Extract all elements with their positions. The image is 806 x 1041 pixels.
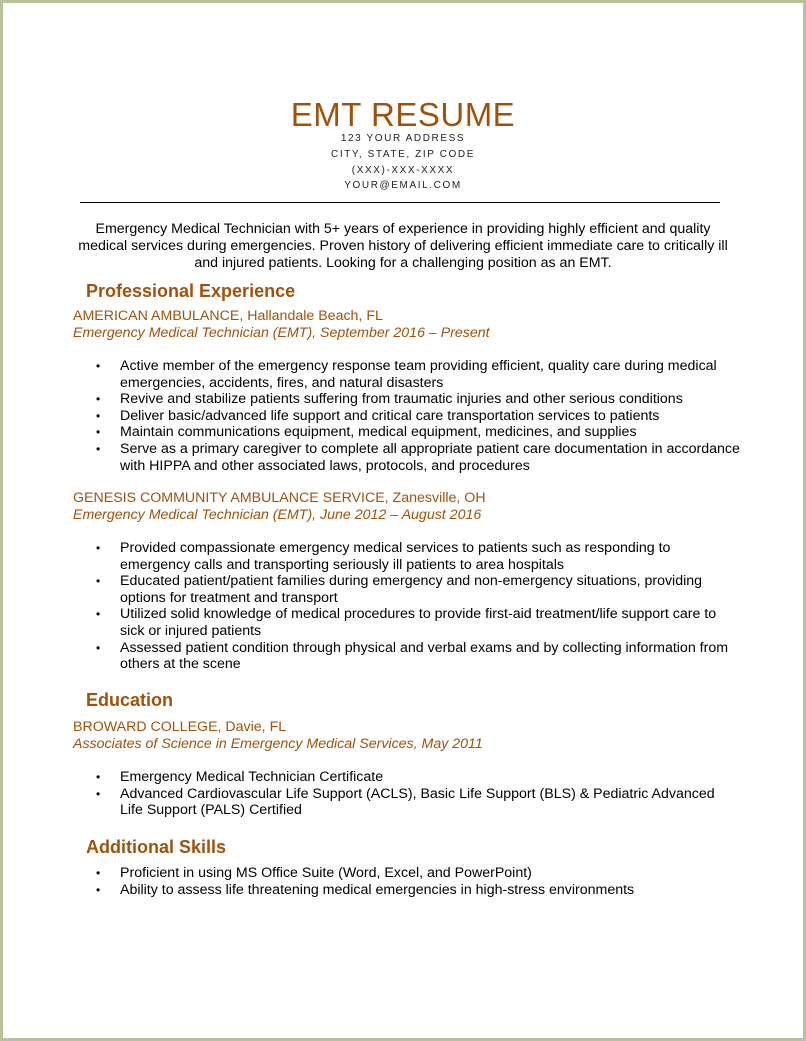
header-divider (80, 202, 720, 203)
skills-bullets (120, 865, 740, 898)
job-2-bullets (120, 540, 740, 673)
skills-heading: Additional Skills (86, 837, 227, 857)
list-item: • Provided compassionate emergency medical services to patients such as responding to emergency calls and transporting seriously ill patients to area hospitals (120, 540, 740, 573)
list-item: • Emergency Medical Technician Certificate (120, 769, 740, 786)
job-1-bullets (120, 358, 740, 474)
list-item: • Utilized solid knowledge of medical procedures to provide first-aid treatment/life support care to sick or injured patients (120, 606, 740, 639)
contact-address: 123 YOUR ADDRESS (340, 133, 466, 144)
summary-paragraph: Emergency Medical Technician with 5+ years of experience in providing highly efficient and quality medical services during emergencies. Proven history of delivering efficient immediate care to critically ill and injured patients. Looking for a challenging position as an EMT. (78, 221, 728, 271)
experience-heading: Professional Experience (86, 281, 296, 301)
list-item: • Active member of the emergency response team providing efficient, quality care during medical emergencies, accidents, fires, and natural disasters (120, 358, 740, 391)
list-item: • Proficient in using MS Office Suite (Word, Excel, and PowerPoint) (120, 865, 740, 882)
education-degree: Associates of Science in Emergency Medical Services, May 2011 (73, 736, 483, 752)
contact-email: YOUR@EMAIL.COM (344, 180, 462, 191)
list-item: • Deliver basic/advanced life support and critical care transportation services to patients (120, 408, 740, 425)
job-1-org: AMERICAN AMBULANCE, Hallandale Beach, FL (73, 308, 383, 324)
list-item: • Ability to assess life threatening medical emergencies in high-stress environments (120, 882, 740, 899)
education-heading: Education (86, 690, 174, 710)
education-org: BROWARD COLLEGE, Davie, FL (73, 719, 287, 735)
contact-city: CITY, STATE, ZIP CODE (331, 149, 475, 160)
list-item: • Serve as a primary caregiver to complete all appropriate patient care documentation in accordance with HIPPA and other associated laws, protocols, and procedures (120, 441, 740, 474)
education-bullets (120, 769, 740, 819)
contact-phone: (XXX)-XXX-XXXX (351, 165, 455, 176)
list-item: • Educated patient/patient families during emergency and non-emergency situations, providing options for treatment and transport (120, 573, 740, 606)
resume-title: EMT RESUME (290, 96, 516, 133)
job-2-role: Emergency Medical Technician (EMT), June 2012 – August 2016 (73, 507, 482, 523)
list-item: • Maintain communications equipment, medical equipment, medicines, and supplies (120, 424, 740, 441)
job-1-role: Emergency Medical Technician (EMT), September 2016 – Present (73, 325, 490, 341)
list-item: • Advanced Cardiovascular Life Support (ACLS), Basic Life Support (BLS) & Pediatric Advanced Life Support (PALS) Certified (120, 786, 740, 819)
list-item: • Revive and stabilize patients suffering from traumatic injuries and other serious conditions (120, 391, 740, 408)
list-item: • Assessed patient condition through physical and verbal exams and by collecting information from others at the scene (120, 640, 740, 673)
job-2-org: GENESIS COMMUNITY AMBULANCE SERVICE, Zanesville, OH (73, 490, 486, 506)
